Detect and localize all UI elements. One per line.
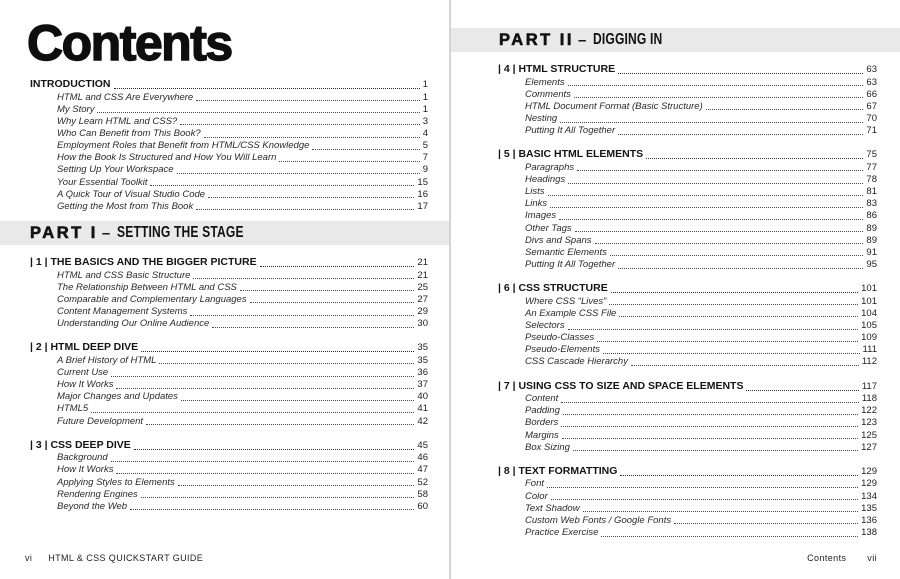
part-separator: – [577,31,587,49]
dot-leader [610,247,864,257]
toc-entry-label: A Brief History of HTML [57,354,157,366]
dot-leader [601,527,858,537]
toc-entry-label: HTML and CSS Are Everywhere [57,91,194,103]
toc-entry [30,92,428,104]
dot-leader [150,177,414,187]
page-number: 21 [417,257,428,269]
page-number: 25 [417,281,428,293]
toc-entry-label: Color [525,490,548,502]
right-folio: vii [867,553,877,563]
toc-entry-label: Paragraphs [525,161,575,173]
toc-entry [498,405,877,417]
dot-leader [146,416,414,426]
page-number: 91 [866,246,877,258]
dot-leader [212,318,414,328]
page-number: 105 [861,320,877,331]
dot-leader [116,379,414,389]
page-number: 127 [861,441,877,453]
toc-entry-label: Background [57,452,108,464]
right-page-toc [498,28,877,539]
page-number: 123 [861,417,877,429]
toc-entry-label: Setting Up Your Workspace [57,164,174,176]
part-label: PART I [30,223,98,242]
toc-entry [498,296,877,308]
page-number: 112 [861,356,877,368]
page-number: 42 [417,415,428,427]
toc-entry-label: Why Learn HTML and CSS? [57,115,178,127]
toc-entry [30,294,428,306]
toc-entry-label: CSS Cascade Hierarchy [525,356,628,368]
chapter-block [498,63,877,137]
dot-leader [618,125,863,135]
toc-entry [30,140,428,152]
page-number: 75 [866,149,877,161]
page-number: 5 [422,140,428,152]
toc-entry [498,259,877,271]
chapter-block [30,341,428,427]
toc-entry [30,152,428,164]
page-number: 47 [417,464,428,476]
toc-entry [498,174,877,186]
toc-entry [498,162,877,174]
toc-entry [30,489,428,501]
page-number: 41 [417,403,428,415]
toc-entry-label: How the Book Is Structured and How You Will Learn [57,152,277,164]
page-number: 35 [417,354,428,366]
page-number: 89 [866,234,877,246]
page-number: 4 [422,127,428,139]
dot-leader [141,341,414,352]
page-number: 89 [866,222,877,234]
dot-leader [646,148,863,159]
dot-leader [130,501,414,511]
dot-leader [159,355,414,365]
toc-entry [498,101,877,113]
toc-entry-label: Your Essential Toolkit [57,176,148,188]
toc-entry-label: Content [525,393,559,405]
dot-leader [177,164,420,174]
page-number: 101 [861,295,877,307]
dot-leader [196,201,414,211]
dot-leader [563,405,858,415]
toc-entry-label: Who Can Benefit from This Book? [57,127,201,139]
dot-leader [193,270,414,280]
toc-chapter-heading [498,465,877,479]
page-number: 138 [861,527,877,539]
toc-chapter-heading-label: | 2 | HTML DEEP DIVE [30,341,139,354]
toc-entry-label: Pseudo-Classes [525,332,595,344]
toc-entry-label: How It Works [57,379,114,391]
toc-entry [498,320,877,332]
toc-entry [30,189,428,201]
page-gutter-divider [449,0,451,579]
page-number: 101 [861,283,877,295]
toc-entry [498,527,877,539]
page-number: 95 [866,259,877,271]
left-page-toc [30,78,428,513]
dot-leader [260,256,415,267]
dot-leader [190,306,414,316]
dot-leader [550,198,863,208]
page-number: 35 [417,342,428,354]
toc-entry [498,113,877,125]
page-number: 77 [866,161,877,173]
toc-entry [498,332,877,344]
dot-leader [97,104,419,114]
page-number: 104 [861,307,877,319]
page-number: 129 [861,478,877,490]
dot-leader [577,162,863,172]
dot-leader [562,430,858,440]
toc-entry [30,270,428,282]
dot-leader [597,332,858,342]
toc-entry [30,164,428,176]
toc-entry-label: Understanding Our Online Audience [57,318,210,330]
toc-entry [30,201,428,213]
toc-entry-label: Font [525,478,545,490]
page-number: 1 [422,79,428,90]
toc-entry [498,89,877,101]
page-number: 71 [866,125,877,137]
toc-entry-label: Comparable and Complementary Languages [57,293,247,305]
page-number: 86 [866,210,877,222]
part-title: SETTING THE STAGE [117,224,244,242]
toc-entry [498,442,877,454]
dot-leader [611,282,858,293]
chapter-block [498,282,877,368]
toc-chapter-heading [498,148,877,162]
toc-entry [30,282,428,294]
page-number: 117 [861,380,877,392]
toc-entry [30,318,428,330]
page-number: 7 [422,152,428,164]
toc-entry-label: Future Development [57,415,144,427]
dot-leader [134,439,415,450]
toc-entry [498,125,877,137]
page-number: 129 [861,465,877,477]
toc-entry [498,198,877,210]
toc-entry [498,430,877,442]
page-number: 3 [422,115,428,127]
toc-entry-label: Applying Styles to Elements [57,476,175,488]
page-number: 9 [422,164,428,176]
toc-entry-label: Putting It All Together [525,125,616,137]
left-page-footer [25,553,203,563]
dot-leader [250,294,415,304]
part-label: PART II [499,30,574,49]
page-number: 134 [861,490,877,502]
page-number: 109 [861,332,877,344]
page-number: 46 [417,452,428,464]
toc-entry [30,177,428,189]
dot-leader [208,189,414,199]
toc-entry-label: Divs and Spans [525,234,592,246]
toc-chapter-heading-label: | 4 | HTML STRUCTURE [498,63,616,75]
dot-leader [620,465,858,476]
page-number: 15 [417,176,428,188]
page-number: 27 [417,293,428,305]
dot-leader [559,210,863,220]
page-number: 37 [417,379,428,391]
dot-leader [547,478,858,488]
right-running-title: Contents [807,553,847,563]
chapter-block [30,78,428,213]
toc-entry-label: Major Changes and Updates [57,391,178,403]
toc-chapter-heading-label: | 6 | CSS STRUCTURE [498,282,608,295]
toc-entry-label: Content Management Systems [57,306,188,318]
toc-entry [498,210,877,222]
dot-leader [180,116,419,126]
toc-entry [498,186,877,198]
page-number: 67 [866,100,877,112]
dot-leader [674,515,858,525]
toc-chapter-heading-label: | 1 | THE BASICS AND THE BIGGER PICTURE [30,256,257,269]
toc-entry [30,128,428,140]
toc-entry [498,77,877,89]
dot-leader [111,452,415,462]
toc-entry [30,367,428,379]
toc-entry [30,116,428,128]
toc-entry-label: The Relationship Between HTML and CSS [57,281,237,293]
page-number: 60 [417,500,428,512]
dot-leader [279,152,419,162]
toc-entry-label: How It Works [57,464,114,476]
dot-leader [111,367,414,377]
dot-leader [609,296,858,306]
page-number: 63 [866,76,877,88]
chapter-block [498,380,877,454]
dot-leader [560,113,863,123]
toc-entry [30,104,428,116]
right-page [450,0,900,579]
dot-leader [204,128,420,138]
page-number: 83 [866,198,877,210]
toc-chapter-heading-label: | 3 | CSS DEEP DIVE [30,438,131,451]
page-number: 45 [417,439,428,451]
left-running-title: HTML & CSS QUICKSTART GUIDE [48,553,204,563]
page-number: 66 [866,88,877,100]
toc-entry [498,344,877,356]
toc-chapter-heading-label: | 7 | USING CSS TO SIZE AND SPACE ELEMENTS [498,379,744,392]
toc-entry-label: Semantic Elements [525,246,607,258]
dot-leader [568,77,864,87]
toc-entry-label: Links [525,198,548,210]
page-number: 30 [417,318,428,330]
toc-entry [498,515,877,527]
right-page-footer [807,553,877,563]
toc-chapter-heading [30,439,428,453]
dot-leader [574,89,863,99]
toc-entry-label: Box Sizing [525,441,570,453]
chapter-block [30,256,428,330]
toc-entry-label: Selectors [525,320,565,331]
toc-entry [498,491,877,503]
page-number: 118 [861,393,877,405]
toc-entry-label: Nesting [525,112,558,124]
dot-leader [181,391,414,401]
page-number: 81 [866,186,877,198]
toc-entry-label: Current Use [57,367,109,378]
part-banner [450,28,900,52]
contents-title: Contents [27,15,232,71]
dot-leader [548,186,864,196]
toc-entry [498,478,877,490]
page-number: 111 [862,344,877,356]
dot-leader [240,282,415,292]
toc-entry [498,393,877,405]
page-number: 40 [417,391,428,403]
part-separator: – [101,224,111,242]
page-number: 135 [861,502,877,514]
toc-entry-label: Rendering Engines [57,488,138,500]
page-number: 1 [422,103,428,115]
page-number: 136 [861,514,877,526]
toc-entry-label: Comments [525,88,571,100]
toc-entry [498,235,877,247]
toc-entry [498,308,877,320]
page-number: 70 [866,112,877,124]
toc-entry-label: Elements [525,76,565,88]
left-folio: vi [25,553,33,563]
toc-entry [498,223,877,235]
dot-leader [575,223,864,233]
chapter-block [498,148,877,271]
toc-entry-label: Beyond the Web [57,500,128,512]
part-banner [0,221,450,245]
dot-leader [595,235,864,245]
toc-entry-label: Padding [525,405,560,417]
toc-chapter-heading [30,256,428,270]
dot-leader [114,78,420,89]
toc-chapter-heading [498,282,877,296]
toc-entry [498,247,877,259]
page-number: 36 [417,367,428,378]
toc-entry [30,379,428,391]
page-number: 16 [417,188,428,200]
toc-entry-label: Where CSS “Lives” [525,295,607,307]
dot-leader [619,308,858,318]
page-number: 122 [861,405,877,417]
dot-leader [178,477,415,487]
dot-leader [583,503,859,513]
toc-entry-label: Getting the Most from This Book [57,200,194,212]
page-number: 125 [861,429,877,441]
toc-entry [30,306,428,318]
page-number: 17 [417,200,428,212]
toc-entry-label: Pseudo-Elements [525,344,600,356]
toc-entry [30,464,428,476]
toc-entry-label: Margins [525,429,559,441]
toc-entry-label: Images [525,210,557,222]
dot-leader [573,442,858,452]
toc-entry-label: Employment Roles that Benefit from HTML/CSS Knowledge [57,140,310,152]
toc-entry [30,403,428,415]
dot-leader [116,464,414,474]
toc-entry [498,503,877,515]
toc-entry-label: My Story [57,103,95,115]
dot-leader [551,491,858,501]
toc-entry-label: Lists [525,186,545,198]
part-title: DIGGING IN [593,31,663,48]
page-number: 52 [417,476,428,488]
dot-leader [568,174,863,184]
toc-entry [498,356,877,368]
toc-entry [30,391,428,403]
page-number: 21 [417,269,428,281]
page-number: 29 [417,306,428,318]
toc-entry [30,355,428,367]
toc-entry [498,417,877,429]
toc-entry-label: Borders [525,417,559,429]
toc-entry-label: Other Tags [525,222,572,234]
dot-leader [312,140,419,150]
toc-chapter-heading-label: INTRODUCTION [30,78,111,90]
chapter-block [498,465,877,539]
dot-leader [141,489,415,499]
toc-entry-label: HTML5 [57,403,89,415]
toc-chapter-heading [30,341,428,355]
dot-leader [603,344,860,354]
toc-entry [30,416,428,428]
dot-leader [746,380,858,391]
toc-entry [30,477,428,489]
toc-entry-label: Practice Exercise [525,527,599,539]
toc-chapter-heading [498,63,877,77]
toc-entry [30,452,428,464]
toc-chapter-heading-label: | 8 | TEXT FORMATTING [498,464,618,477]
toc-chapter-heading [30,78,428,92]
toc-entry-label: Putting It All Together [525,259,616,271]
dot-leader [568,320,859,330]
dot-leader [618,63,863,74]
toc-entry-label: Text Shadow [525,502,580,514]
toc-entry-label: Custom Web Fonts / Google Fonts [525,514,672,526]
toc-entry-label: A Quick Tour of Visual Studio Code [57,188,206,200]
dot-leader [631,356,859,366]
toc-entry-label: Headings [525,173,566,185]
toc-entry [30,501,428,513]
dot-leader [91,403,414,413]
toc-chapter-heading-label: | 5 | BASIC HTML ELEMENTS [498,148,644,161]
page-number: 63 [866,64,877,75]
dot-leader [196,92,419,102]
toc-entry-label: HTML and CSS Basic Structure [57,269,191,281]
toc-entry-label: HTML Document Format (Basic Structure) [525,100,703,112]
page-number: 1 [422,91,428,103]
toc-entry-label: An Example CSS File [525,307,617,319]
dot-leader [706,101,864,111]
toc-chapter-heading [498,380,877,394]
page-number: 58 [417,488,428,500]
dot-leader [618,259,863,269]
chapter-block [30,439,428,513]
dot-leader [561,417,858,427]
dot-leader [561,393,859,403]
page-number: 78 [866,173,877,185]
